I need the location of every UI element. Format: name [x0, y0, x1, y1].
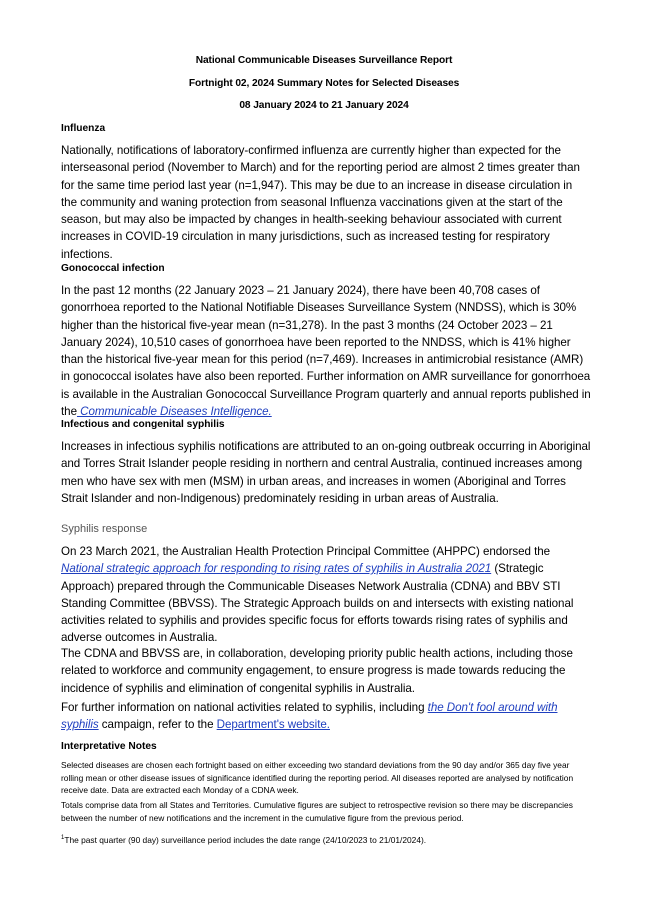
gonococcal-paragraph	[61, 282, 591, 420]
note-1: Selected diseases are chosen each fortnight based on either exceeding two standard deviations from the 90 day and/or 365 day five year rolling mean or other disease issues of significance identified during the reporting period. All diseases reported are analysed by notification receive date. Data are extracted each Monday of a CDNA week.	[61, 760, 574, 796]
response-text-before: On 23 March 2021, the Australian Health Protection Principal Committee (AHPPC) endorsed the	[61, 545, 551, 558]
gonococcal-text: In the past 12 months (22 January 2023 – 21 January 2024), there have been 40,708 cases of gonorrhoea reported to the National Notifiable Diseases Surveillance System (NNDSS), which is 30% higher than the historical five-year mean (n=31,278). In the past 3 months (24 October 2023 – 21 January 2024), 10,510 cases of gonorrhoea have been reported to the NNDSS, which is 41% higher than the historical five-year mean for this period (n=7,469). Increases in antimicrobial resistance (AMR) in gonococcal isolates have also been reported. Further information on AMR surveillance for gonorrhoea is available in the Australian Gonococcal Surveillance Program quarterly and annual reports published in the	[61, 284, 591, 419]
note-3	[61, 832, 591, 846]
note-2: Totals comprise data from all States and Territories. Cumulative figures are subject to retrospective revision so there may be discrepancies between the number of new notifications and the increment in the cumulative figure from the previous period.	[61, 800, 573, 823]
report-dates: 08 January 2024 to 21 January 2024	[239, 100, 409, 111]
report-title: National Communicable Diseases Surveillance Report	[195, 55, 453, 66]
response-p3-middle: campaign, refer to the	[98, 718, 217, 732]
strategic-approach-link[interactable]: National strategic approach for responding to rising rates of syphilis in Australia 2021	[61, 562, 492, 576]
gonococcal-heading: Gonococcal infection	[61, 263, 165, 274]
influenza-paragraph: Nationally, notifications of laboratory-confirmed influenza are currently higher than expected for the interseasonal period (November to March) and for the reporting period are almost 2 times greater than for the same time period last year (n=1,947). This may be due to an increase in disease circulation in the community and waning protection from seasonal Influenza vaccinations given at the start of the season, but may also be impacted by changes in health-seeking behaviour associated with current increases in COVID-19 circulation in many jurisdictions, such as increased testing for respiratory infections.	[61, 144, 580, 261]
dont-fool-around-link[interactable]: the Don't fool around with syphilis	[61, 701, 558, 732]
syphilis-response-heading: Syphilis response	[61, 523, 148, 535]
report-subtitle: Fortnight 02, 2024 Summary Notes for Selected Diseases	[188, 78, 460, 89]
response-text-after: (Strategic Approach) prepared through the Communicable Diseases Network Australia (CDNA) and BBV STI Standing Committee (BBVSS). The Strategic Approach builds on and intersects with existing national activities related to syphilis and provides specific focus for efforts towards rising rates of syphilis and adverse outcomes in Australia.	[61, 562, 574, 645]
interpretative-notes-heading: Interpretative Notes	[61, 741, 157, 752]
syphilis-paragraph: Increases in infectious syphilis notifications are attributed to an on-going outbreak occurring in Aboriginal and Torres Strait Islander people residing in northern and central Australia, continued increases among men who have sex with men (MSM) in urban areas, and increases in women (Aboriginal and Torres Strait Islander and non-Indigenous) predominately residing in urban areas of Australia.	[61, 440, 591, 505]
response-paragraph-3	[61, 699, 591, 734]
note-3-superscript: 1	[61, 835, 65, 841]
response-p3-before: For further information on national activities related to syphilis, including	[61, 701, 428, 714]
cdi-link[interactable]: Communicable Diseases Intelligence.	[76, 405, 272, 419]
department-website-link[interactable]: Department's website.	[216, 718, 330, 732]
response-paragraph-1	[61, 543, 591, 647]
note-3-text: The past quarter (90 day) surveillance period includes the date range (24/10/2023 to 21/01/2024).	[64, 834, 427, 845]
syphilis-heading: Infectious and congenital syphilis	[61, 419, 225, 430]
influenza-heading: Influenza	[61, 123, 106, 134]
response-paragraph-2: The CDNA and BBVSS are, in collaboration, developing priority public health actions, including those related to workforce and community engagement, to ensure progress is made towards reducing the incidence of syphilis and elimination of congenital syphilis in Australia.	[61, 647, 573, 695]
